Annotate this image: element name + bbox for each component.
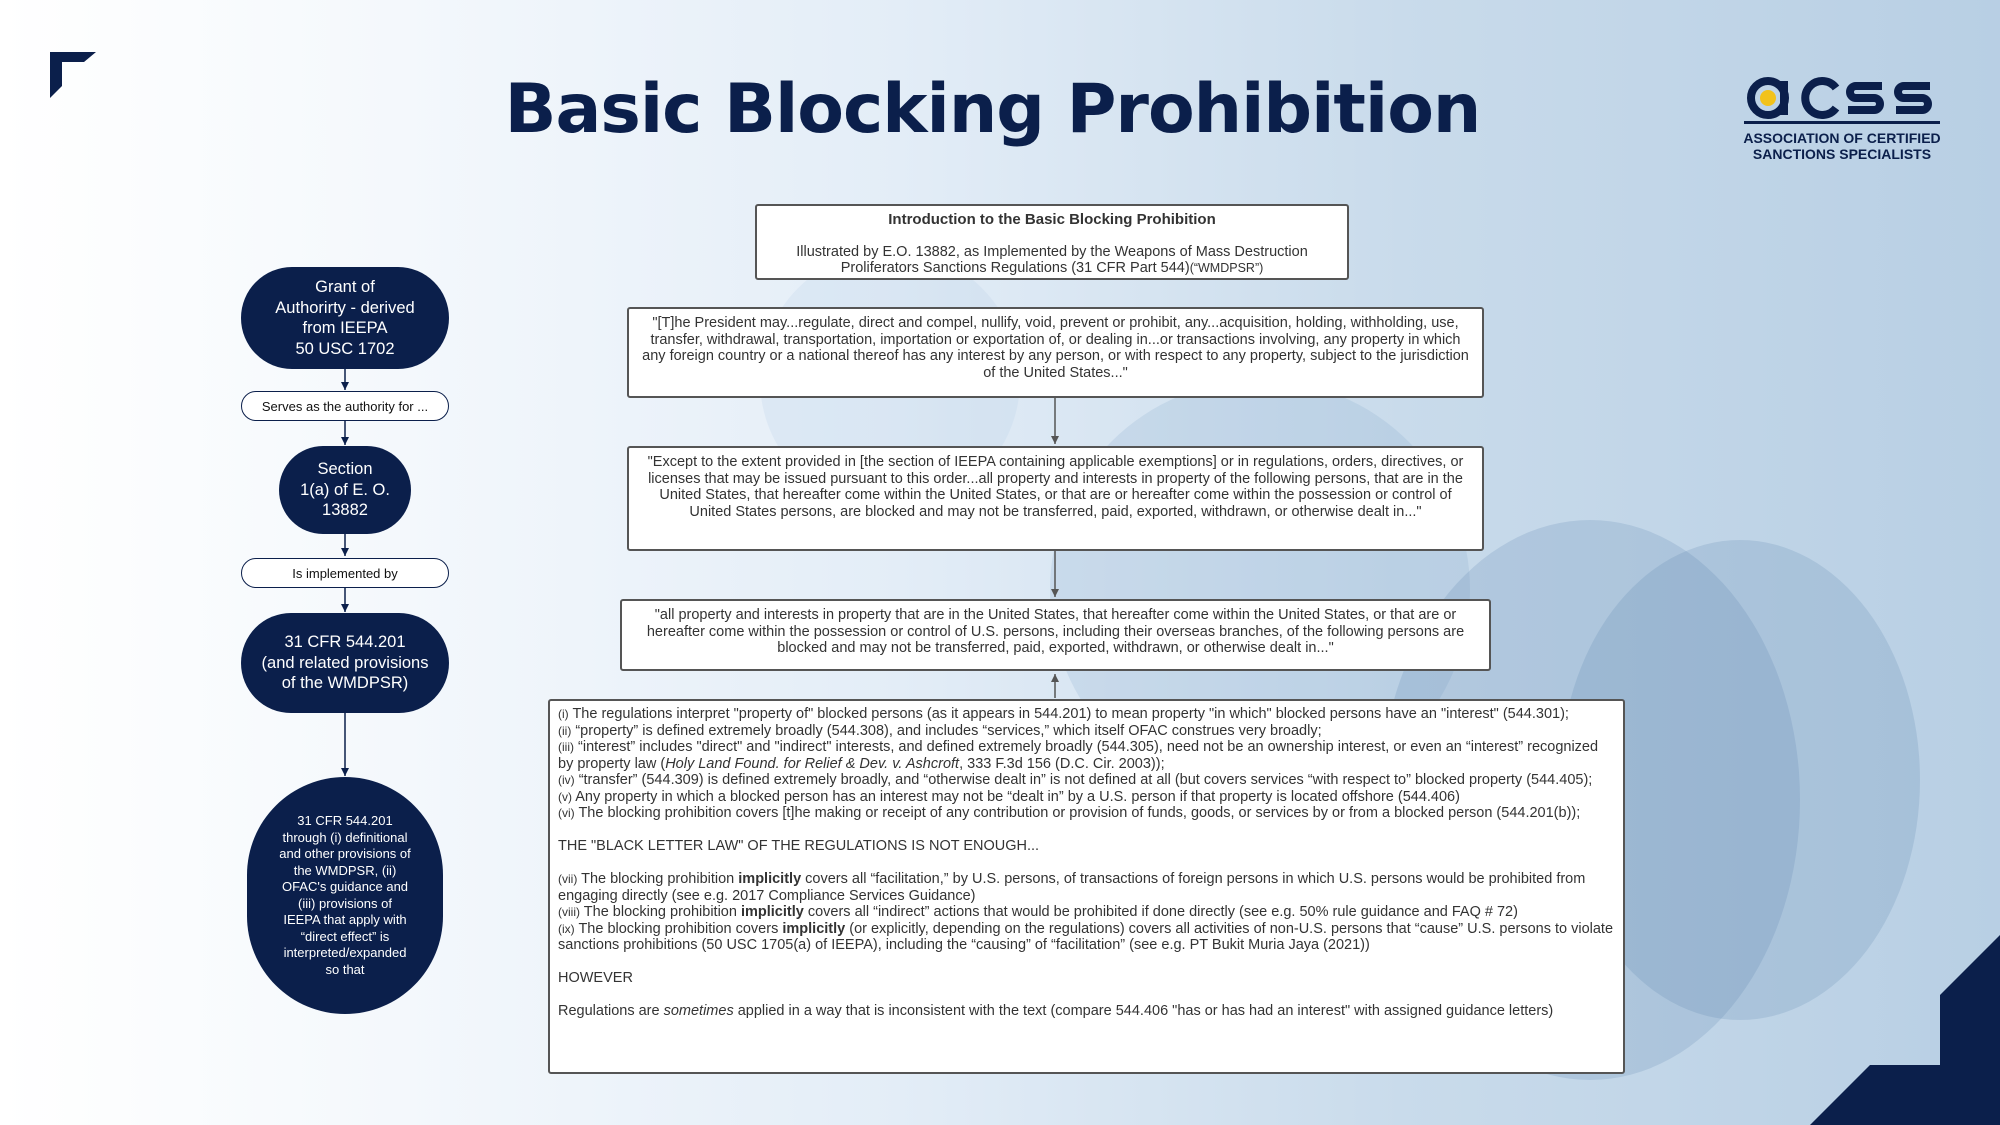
brand-subtitle-line1: ASSOCIATION OF CERTIFIED — [1743, 130, 1941, 146]
detail-iii: (iii) “interest” includes "direct" and "indirect" interests, and defined extremely broadly (544.305), need not be an ownership interest, or even an “interest” recognized by property law (Holy Land Found. for Relief & Dev. v. Ashcroft, 333 F.3d 156 (D.C. Cir. 2003)); — [558, 739, 1599, 772]
intro-line1: Illustrated by E.O. 13882, as Implemented by the Weapons of Mass Destruction — [796, 243, 1308, 260]
intro-line2-text: Proliferators Sanctions Regulations (31 CFR Part 544) — [840, 260, 1190, 276]
serves-as-authority-label: Serves as the authority for ... — [241, 391, 449, 421]
ieepa-quote-box — [627, 307, 1484, 398]
detail-ix: (ix) The blocking prohibition covers implicitly (or explicitly, depending on the regulations) covers all activities of non-U.S. persons that “cause” U.S. persons to violate sanctions prohibitions (50 USC 1705(a) of IEEPA), including the “causing” of “facilitation” (see e.g. PT Bukit Muria Jaya (2021)) — [558, 920, 1614, 953]
cfr-quote-box — [620, 599, 1491, 671]
detail-vii: (vii) The blocking prohibition implicitly covers all “facilitation,” by U.S. persons, of transactions of foreign persons in which U.S. persons would be prohibited from engaging directly (see e.g. 2017 Compliance Services Guidance) — [558, 871, 1586, 904]
executive-order-quote-text: "Except to the extent provided in [the section of IEEPA containing applicable exemptions] or in regulations, orders, directives, or licenses that may be issued pursuant to this order...all property and interests in property of the following persons, that are in the United States, that hereafter come within the United States, or that are or hereafter come within the possession or control of United States persons, are blocked and may not be transferred, paid, exported, withdrawn, or otherwise dealt in..." — [647, 454, 1464, 520]
intro-line2-tail: (“WMDPSR”) — [1189, 261, 1264, 275]
grant-of-authority-node: Grant of Authorirty - derived from IEEPA 50 USC 1702 — [241, 267, 449, 369]
ieepa-quote-text: "[T]he President may...regulate, direct and compel, nullify, void, prevent or prohibit, any...acquisition, holding, withholding, use, transfer, withdrawal, transportation, importation or exportation of, or dealing in...or transactions involving, any property in which any foreign country or a national thereof has any interest by any person, or with respect to any property, subject to the jurisdiction of the United States..." — [642, 315, 1469, 381]
cfr-interpretation-node: 31 CFR 544.201 through (i) definitional and other provisions of the WMDPSR, (ii) OFAC's guidance and (iii) provisions of IEEPA that apply with “direct effect” is interpreted/expanded so that — [247, 777, 443, 1014]
black-letter-heading: THE "BLACK LETTER LAW" OF THE REGULATIONS IS NOT ENOUGH... — [558, 838, 1040, 854]
page-title: Basic Blocking Prohibition — [504, 70, 1481, 149]
detail-ii: (ii) “property” is defined extremely broadly (544.308), and includes “services,” which itself OFAC construes very broadly; — [558, 722, 1322, 739]
detail-iv: (iv) “transfer” (544.309) is defined extremely broadly, and “otherwise dealt in” is not defined at all (but covers services “with respect to” blocked property (544.405); — [558, 772, 1593, 788]
final-note: Regulations are sometimes applied in a way that is inconsistent with the text (compare 544.406 "has or has had an interest" with assigned guidance letters) — [558, 1003, 1554, 1019]
cfr-544-201-node: 31 CFR 544.201 (and related provisions of the WMDPSR) — [241, 613, 449, 713]
detail-i: (i) The regulations interpret "property of" blocked persons (as it appears in 544.201) to mean property "in which" blocked persons have an "interest" (544.301); — [558, 706, 1569, 722]
executive-order-quote-box — [627, 446, 1484, 551]
brand-subtitle-line2: SANCTIONS SPECIALISTS — [1752, 146, 1932, 162]
detail-vi: (vi) The blocking prohibition covers [t]he making or receipt of any contribution or provision of funds, goods, or services by or from a blocked person (544.201(b)); — [558, 805, 1581, 821]
section-1a-node: Section 1(a) of E. O. 13882 — [279, 446, 411, 534]
interpretation-details-box — [548, 699, 1625, 1074]
intro-box — [755, 204, 1349, 280]
detail-v: (v) Any property in which a blocked person has an interest may not be “dealt in” by a U.S. person if that property is located offshore (544.406) — [558, 788, 1460, 805]
detail-viii: (viii) The blocking prohibition implicitly covers all “indirect” actions that would be prohibited if done directly (see e.g. 50% rule guidance and FAQ # 72) — [558, 904, 1518, 920]
intro-line2 — [765, 260, 1339, 277]
intro-heading: Introduction to the Basic Blocking Prohibition — [888, 211, 1216, 228]
however-heading: HOWEVER — [558, 970, 633, 986]
implemented-by-label: Is implemented by — [241, 558, 449, 588]
cfr-quote-text: "all property and interests in property that are in the United States, that hereafter come within the United States, or that are or hereafter come within the possession or control of U.S. persons, including their overseas branches, of the following persons are blocked and may not be transferred, paid, exported, withdrawn, or otherwise dealt in..." — [646, 607, 1465, 656]
